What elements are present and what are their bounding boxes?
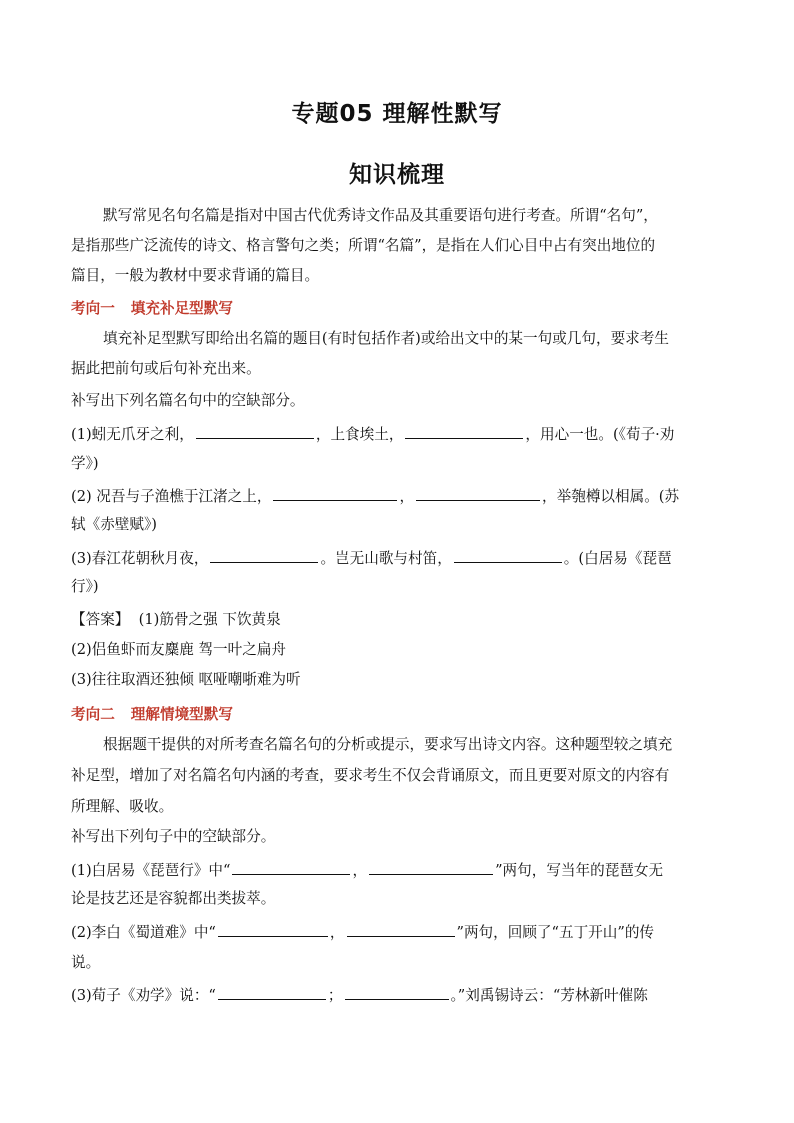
answer-2: (2)侣鱼虾而友麋鹿 驾一叶之扁舟: [71, 641, 287, 658]
s2-q1-continued: 论是技艺还是容貌都出类拔萃。: [71, 890, 276, 907]
s1-q3-part-b: 。岂无山歌与村笛，: [320, 550, 452, 567]
s1-q2-part-c: ，举匏樽以相属。(苏: [542, 488, 680, 505]
s2-q1-part-b: ，: [352, 862, 368, 879]
page-subtitle: 知识梳理: [349, 162, 445, 188]
s1-q1-part-a: (1)蚓无爪牙之利，: [71, 426, 194, 443]
s1-q1-continued: 学》): [71, 455, 99, 472]
s2-q2-part-b: ，: [329, 924, 345, 941]
answer-blank[interactable]: [218, 985, 326, 1000]
s1-question-2: [71, 486, 723, 507]
s1-q3-continued: 行》): [71, 578, 99, 595]
answer-blank[interactable]: [345, 985, 449, 1000]
intro-line-1: 默写常见名句名篇是指对中国古代优秀诗文作品及其重要语句进行考查。所谓“名句”，: [103, 207, 658, 224]
s1-q2-part-a: (2) 况吾与子渔樵于江渚之上，: [71, 488, 272, 505]
answer-blank[interactable]: [347, 922, 455, 937]
section-2-prompt: 补写出下列句子中的空缺部分。: [71, 828, 276, 845]
section-1-desc-2: 据此把前句或后句补充出来。: [71, 360, 261, 377]
s2-q3-part-b: ；: [327, 987, 343, 1004]
section-2-desc-3: 所理解、吸收。: [71, 798, 174, 815]
answer-blank[interactable]: [454, 548, 562, 563]
s1-q3-part-a: (3)春江花朝秋月夜，: [71, 550, 209, 567]
intro-line-3: 篇目，一般为教材中要求背诵的篇目。: [71, 267, 320, 284]
answer-blank[interactable]: [196, 424, 314, 439]
section-1-label: 考向一: [71, 300, 115, 317]
answer-blank[interactable]: [369, 860, 493, 875]
section-2-desc-1: 根据题干提供的对所考查名篇名句的分析或提示，要求写出诗文内容。这种题型较之填充: [103, 736, 673, 753]
answer-blank[interactable]: [218, 922, 328, 937]
s1-question-3: [71, 548, 723, 569]
s2-q3-part-c: 。”刘禹锡诗云：“芳林新叶催陈: [450, 987, 648, 1004]
section-2-heading: [71, 703, 233, 724]
intro-line-2: 是指那些广泛流传的诗文、格言警句之类；所谓“名篇”，是指在人们心目中占有突出地位的: [71, 237, 656, 254]
answer-blank[interactable]: [416, 486, 540, 501]
s1-q2-part-b: ，: [399, 488, 415, 505]
answer-blank[interactable]: [210, 548, 318, 563]
section-1-heading: [71, 297, 233, 318]
section-1-desc-1: 填充补足型默写即给出名篇的题目(有时包括作者)或给出文中的某一句或几句，要求考生: [103, 330, 669, 347]
answer-label: 【答案】: [71, 611, 130, 628]
section-2-name: 理解情境型默写: [130, 706, 233, 723]
answer-blank[interactable]: [273, 486, 397, 501]
s1-question-1: [71, 424, 723, 445]
s2-question-3: [71, 985, 723, 1006]
section-1-name: 填充补足型默写: [130, 300, 233, 317]
s2-q2-part-a: (2)李白《蜀道难》中“: [71, 924, 216, 941]
s1-q1-part-c: ，用心一也。(《荀子·劝: [525, 426, 675, 443]
s1-q1-part-b: ，上食埃土，: [315, 426, 404, 443]
s2-q2-part-c: ”两句，回顾了“五丁开山”的传: [456, 924, 655, 941]
s2-q2-continued: 说。: [71, 954, 101, 971]
s1-q2-continued: 轼《赤壁赋》): [71, 516, 157, 533]
section-2-label: 考向二: [71, 706, 115, 723]
answer-blank[interactable]: [232, 860, 350, 875]
answer-blank[interactable]: [405, 424, 523, 439]
section-1-prompt: 补写出下列名篇名句中的空缺部分。: [71, 392, 305, 409]
answer-1: (1)筋骨之强 下饮黄泉: [138, 611, 281, 628]
s2-q1-part-a: (1)白居易《琵琶行》中“: [71, 862, 231, 879]
section-2-desc-2: 补足型，增加了对名篇名句内涵的考查，要求考生不仅会背诵原文，而且更要对原文的内容有: [71, 767, 670, 784]
s2-q3-part-a: (3)荀子《劝学》说：“: [71, 987, 216, 1004]
page-title: 专题05 理解性默写: [291, 101, 503, 127]
s2-question-1: [71, 860, 723, 881]
answer-3: (3)往往取酒还独倾 呕哑嘲哳难为听: [71, 671, 301, 688]
s2-question-2: [71, 922, 723, 943]
s2-q1-part-c: ”两句，写当年的琵琶女无: [495, 862, 664, 879]
answer-line-1: [71, 610, 723, 630]
s1-q3-part-c: 。(白居易《琵琶: [563, 550, 672, 567]
